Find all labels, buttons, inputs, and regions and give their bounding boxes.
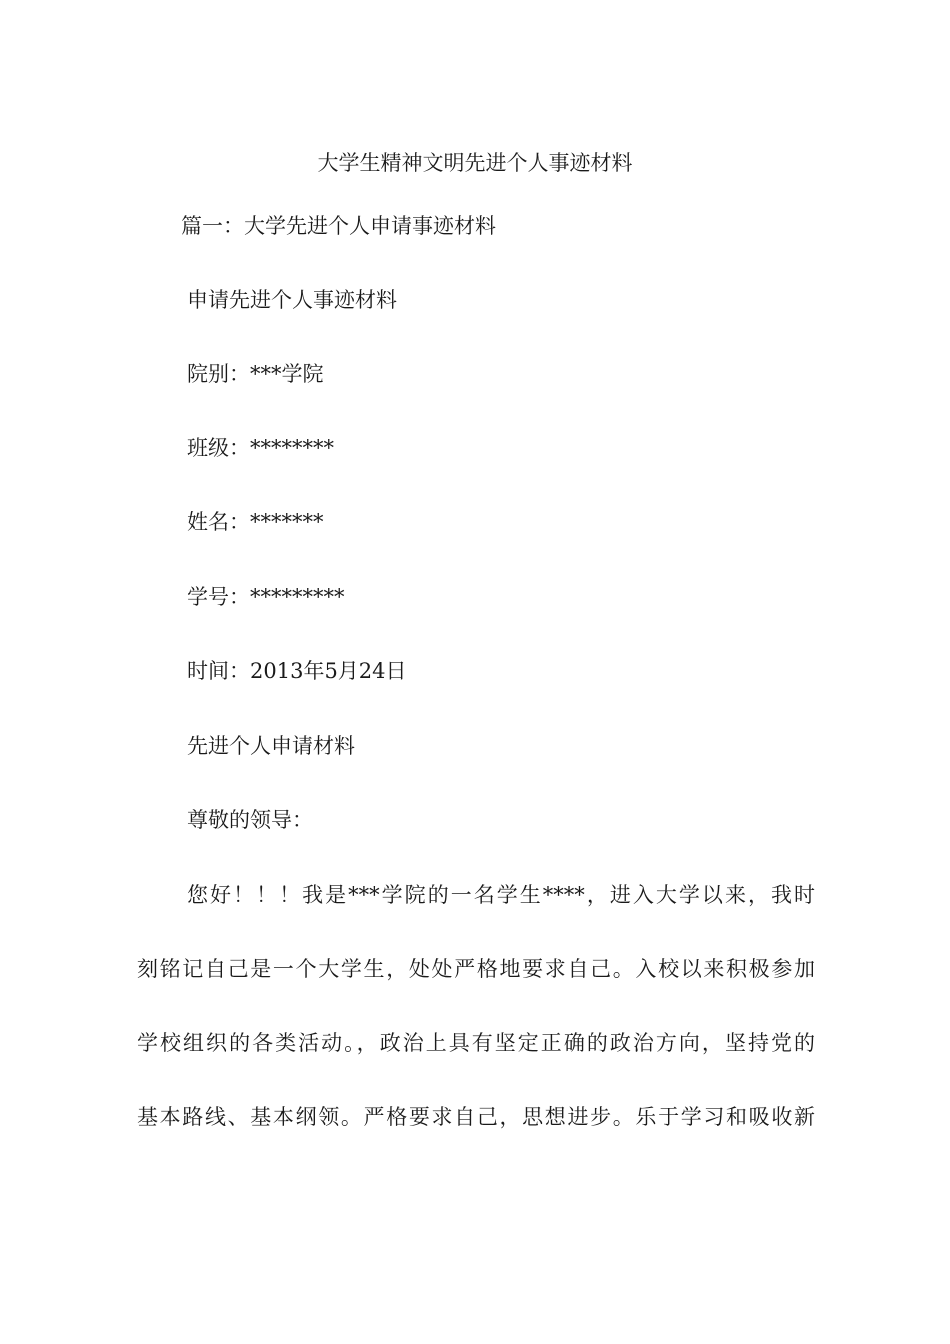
salutation: 尊敬的领导： bbox=[187, 808, 313, 832]
section-heading: 篇一：大学先进个人申请事迹材料 bbox=[181, 214, 496, 238]
document-line: 班级：******** bbox=[187, 436, 334, 460]
document-line: 时间：2013年5月24日 bbox=[187, 659, 407, 683]
paragraph-line: 学校组织的各类活动。，政治上具有坚定正确的政治方向，坚持党的 bbox=[137, 1031, 815, 1055]
paragraph-line: 基本路线、基本纲领。严格要求自己，思想进步。乐于学习和吸收新 bbox=[137, 1105, 815, 1129]
document-line: 先进个人申请材料 bbox=[187, 734, 355, 758]
paragraph-line: 您好！！！我是***学院的一名学生****，进入大学以来，我时 bbox=[187, 883, 815, 907]
body-paragraph bbox=[137, 880, 815, 1176]
document-line: 学号：********* bbox=[187, 585, 345, 609]
document-title: 大学生精神文明先进个人事迹材料 bbox=[317, 151, 633, 175]
document-line: 姓名：******* bbox=[187, 510, 324, 534]
document-line: 申请先进个人事迹材料 bbox=[187, 288, 397, 312]
document-line: 院别：***学院 bbox=[187, 362, 324, 386]
paragraph-line: 刻铭记自己是一个大学生，处处严格地要求自己。入校以来积极参加 bbox=[137, 957, 815, 981]
